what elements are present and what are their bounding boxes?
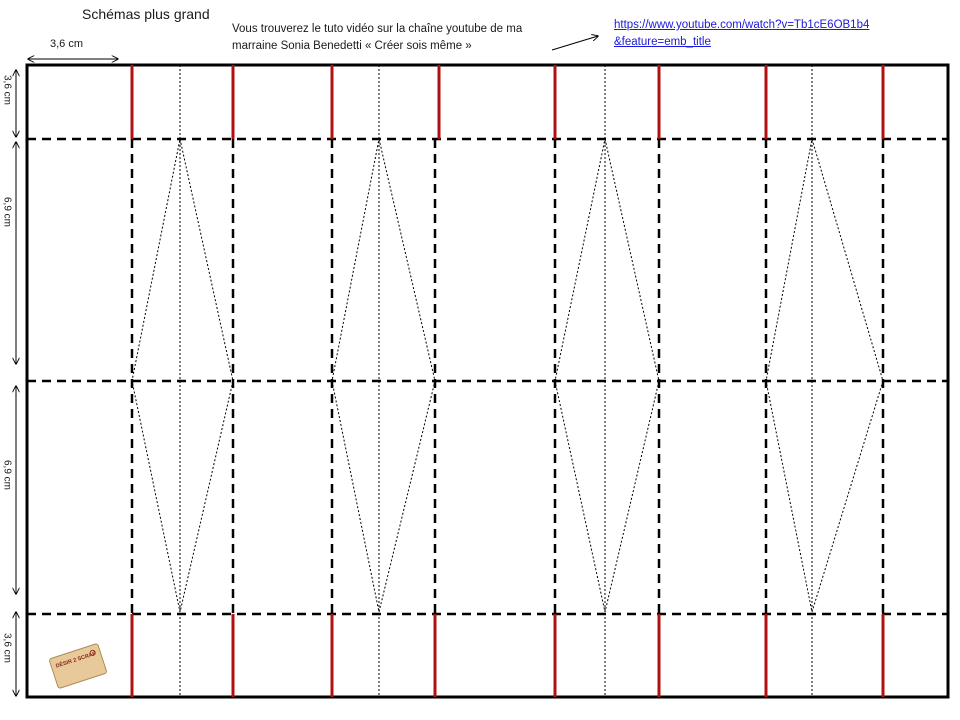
youtube-link-line-2[interactable]: &feature=emb_title (614, 36, 711, 48)
logo-text: DÉSIR 2 SCRAP (55, 650, 98, 670)
bottom-band-dimension-label: 3,6 cm (1, 632, 13, 664)
width-dimension-label: 3,6 cm (50, 38, 84, 50)
upper-panel-dimension-label: 6,9 cm (1, 196, 13, 228)
tutorial-note-line-2: marraine Sonia Benedetti « Créer sois même » (232, 40, 472, 52)
top-band-dimension-label: 3,6 cm (1, 74, 13, 106)
tutorial-note-line-1: Vous trouverez le tuto vidéo sur la chaîne youtube de ma (232, 23, 523, 35)
page-title: Schémas plus grand (82, 6, 210, 22)
lower-panel-dimension-label: 6,9 cm (1, 459, 13, 491)
youtube-link-line-1[interactable]: https://www.youtube.com/watch?v=Tb1cE6OB1b4 (614, 19, 870, 31)
arrow-to-link-icon (552, 36, 598, 50)
